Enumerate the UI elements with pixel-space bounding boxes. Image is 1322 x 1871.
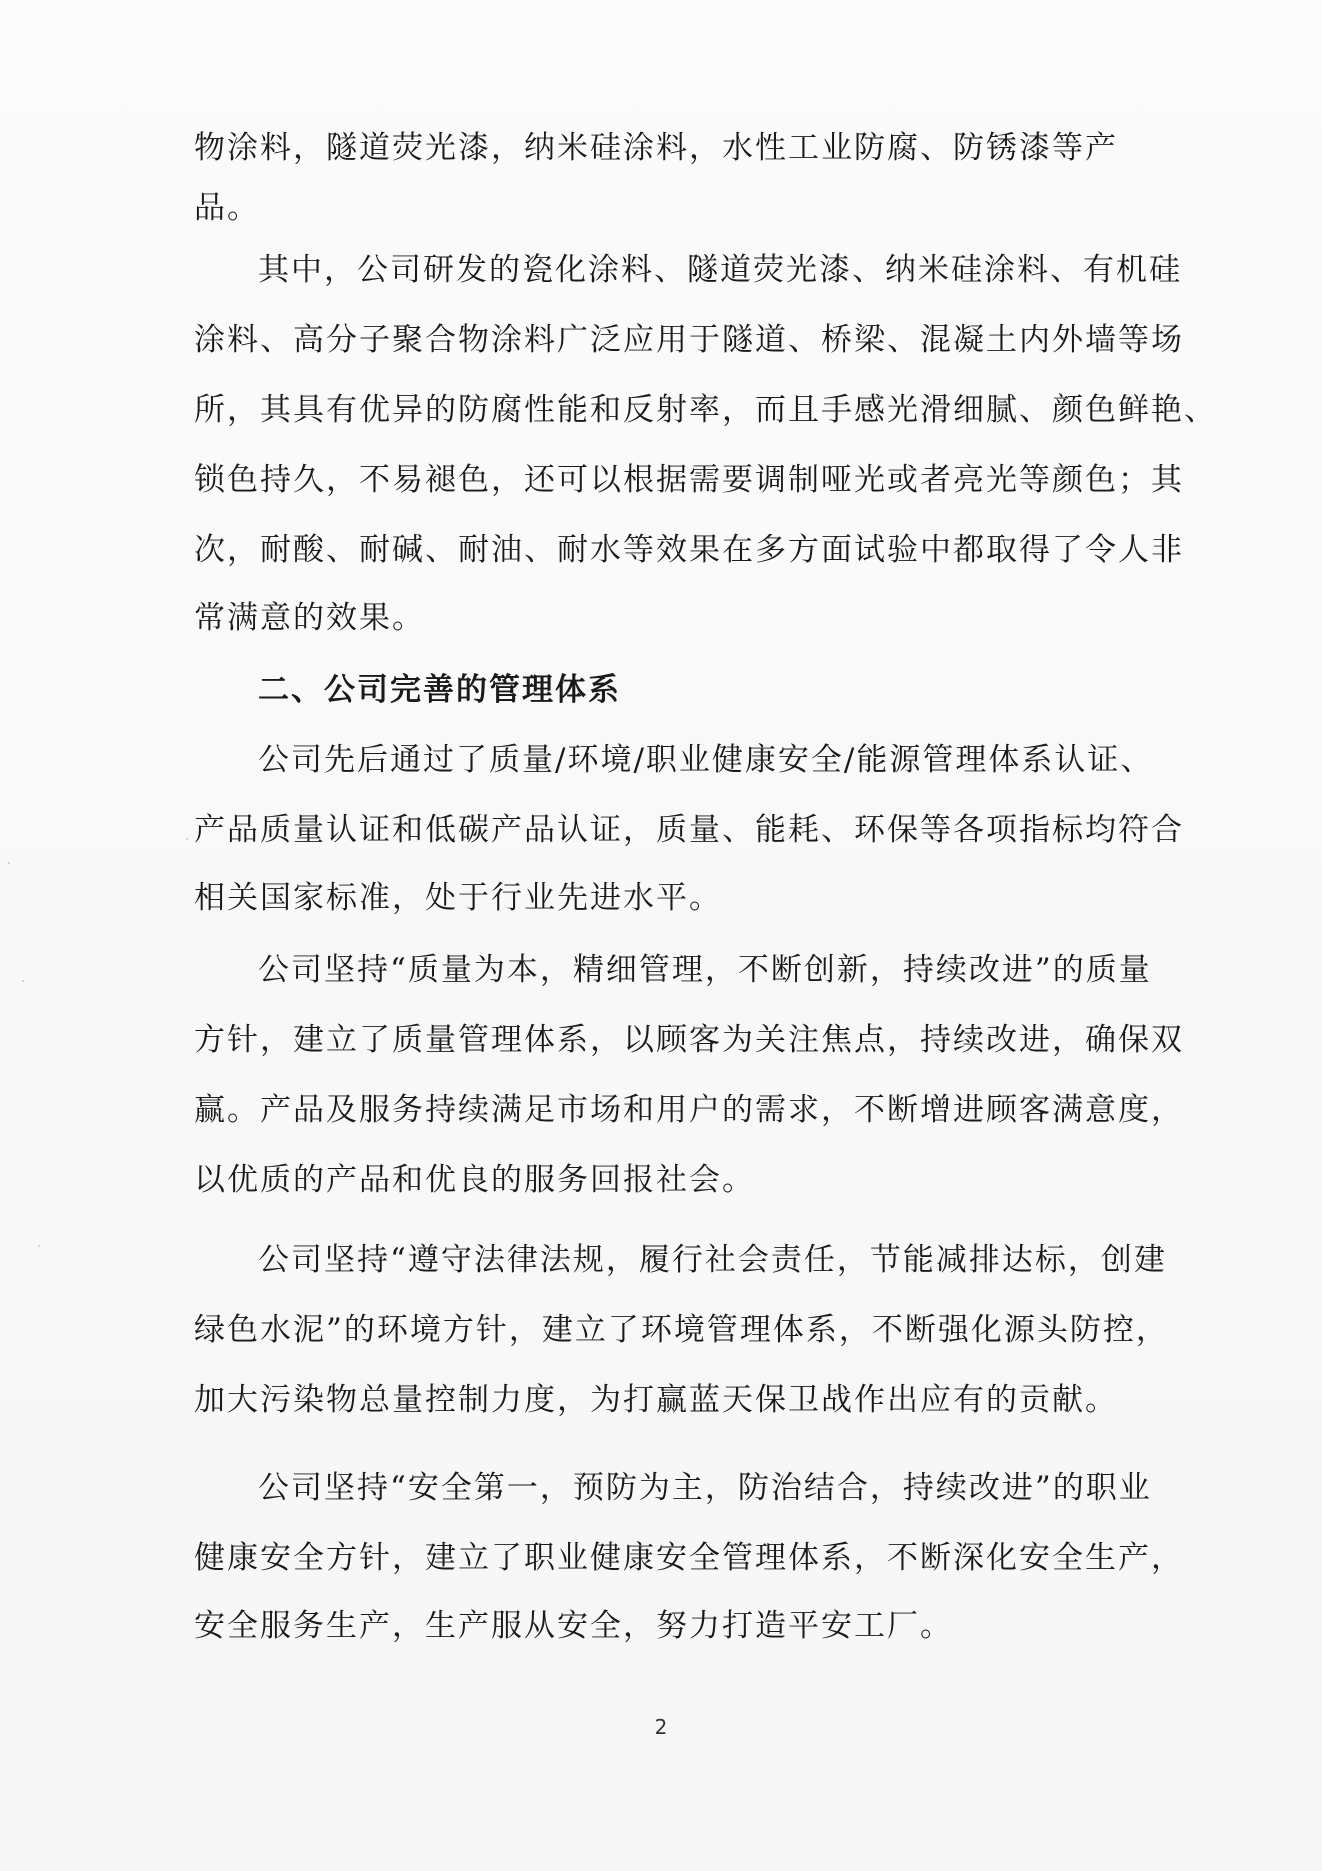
scan-speck: [22, 980, 24, 982]
paragraph-start: 公司坚持“质量为本，精细管理，不断创新，持续改进”的质量: [258, 952, 1152, 988]
paragraph-start: 公司先后通过了质量/环境/职业健康安全/能源管理体系认证、: [258, 742, 1154, 778]
text-line: 锁色持久，不易褪色，还可以根据需要调制哑光或者亮光等颜色；其: [194, 462, 1184, 498]
scan-speck: [8, 862, 10, 864]
text-line: 健康安全方针，建立了职业健康安全管理体系，不断深化安全生产，: [194, 1540, 1184, 1576]
text-line: 以优质的产品和优良的服务回报社会。: [194, 1162, 755, 1198]
text-line: 绿色水泥”的环境方针，建立了环境管理体系，不断强化源头防控，: [194, 1312, 1169, 1348]
scan-speck: [186, 838, 188, 840]
text-line: 安全服务生产，生产服从安全，努力打造平安工厂。: [194, 1608, 953, 1644]
text-line: 物涂料，隧道荧光漆，纳米硅涂料，水性工业防腐、防锈漆等产: [194, 130, 1118, 166]
text-line: 常满意的效果。: [194, 600, 425, 636]
text-line: 相关国家标准，处于行业先进水平。: [194, 880, 722, 916]
text-line: 次，耐酸、耐碱、耐油、耐水等效果在多方面试验中都取得了令人非: [194, 532, 1184, 568]
text-line: 赢。产品及服务持续满足市场和用户的需求，不断增进顾客满意度，: [194, 1092, 1184, 1128]
paragraph-start: 公司坚持“遵守法律法规，履行社会责任，节能减排达标，创建: [258, 1242, 1167, 1278]
text-line: 涂料、高分子聚合物涂料广泛应用于隧道、桥梁、混凝土内外墙等场: [194, 322, 1184, 358]
paragraph-start: 其中，公司研发的瓷化涂料、隧道荧光漆、纳米硅涂料、有机硅: [258, 252, 1182, 288]
scan-speck: [38, 1245, 40, 1247]
text-line: 产品质量认证和低碳产品认证，质量、能耗、环保等各项指标均符合: [194, 812, 1184, 848]
text-line: 方针，建立了质量管理体系，以顾客为关注焦点，持续改进，确保双: [194, 1022, 1184, 1058]
text-line: 加大污染物总量控制力度，为打赢蓝天保卫战作出应有的贡献。: [194, 1382, 1118, 1418]
text-line: 品。: [194, 190, 260, 226]
text-line: 所，其具有优异的防腐性能和反射率，而且手感光滑细腻、颜色鲜艳、: [194, 392, 1217, 428]
section-heading: 二、公司完善的管理体系: [258, 672, 621, 708]
page-number: 2: [654, 1715, 668, 1739]
paragraph-start: 公司坚持“安全第一，预防为主，防治结合，持续改进”的职业: [258, 1470, 1152, 1506]
